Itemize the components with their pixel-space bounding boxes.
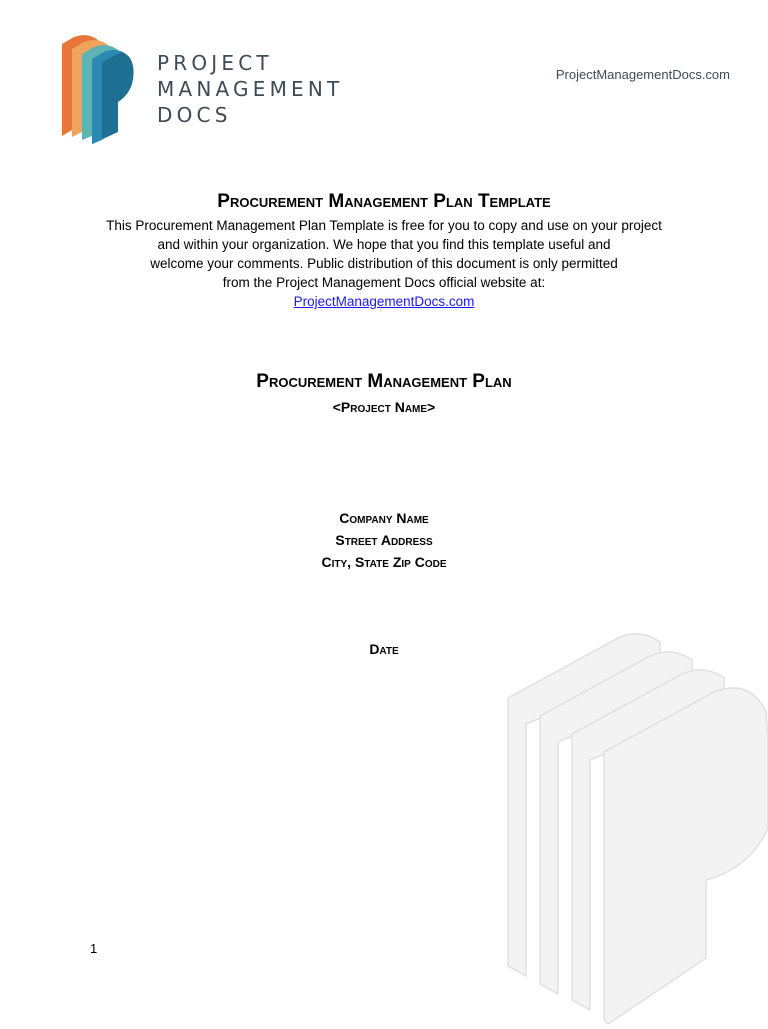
address-block [0, 507, 768, 573]
page-number: 1 [90, 941, 98, 956]
template-title: Procurement Management Plan Template [217, 191, 551, 212]
logo-line-3: DOCS [157, 103, 232, 127]
city-state-zip: City, State Zip Code [321, 554, 447, 570]
logo-line-2: MANAGEMENT [157, 77, 344, 101]
watermark-logo-icon [500, 628, 768, 1024]
intro-line: This Procurement Management Plan Template is free for you to copy and use on your project [106, 218, 662, 233]
date: Date [369, 641, 399, 657]
project-name: <Project Name> [332, 399, 436, 415]
plan-title: Procurement Management Plan [256, 371, 512, 392]
street-address: Street Address [335, 532, 433, 548]
logo-line-1: PROJECT [157, 51, 273, 75]
header-website: ProjectManagementDocs.com [555, 67, 730, 82]
intro-line: welcome your comments. Public distribution of this document is only permitted [150, 256, 618, 271]
company-name: Company Name [339, 510, 429, 526]
intro-line: from the Project Management Docs official website at: [222, 275, 546, 290]
intro-paragraph [84, 216, 684, 311]
logo-icon [58, 32, 136, 144]
website-link[interactable]: ProjectManagementDocs.com [293, 294, 475, 309]
logo-wordmark [157, 50, 343, 128]
intro-line: and within your organization. We hope that you find this template useful and [157, 237, 611, 252]
